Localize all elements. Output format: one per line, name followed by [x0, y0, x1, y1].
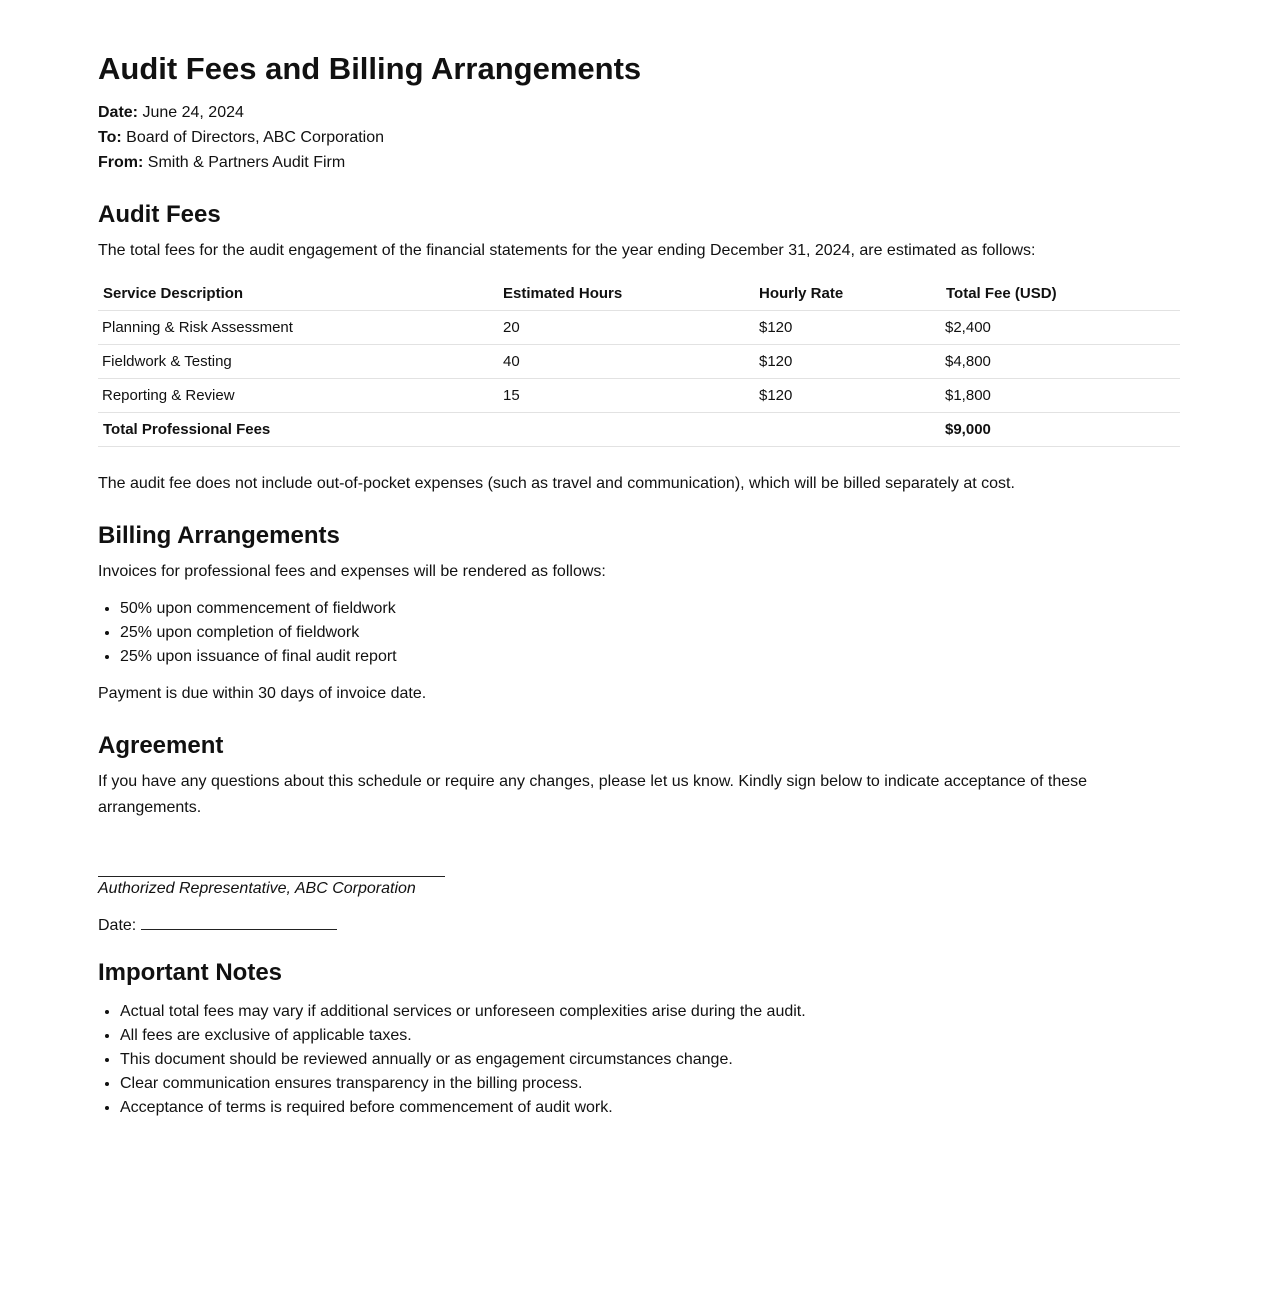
audit-fees-intro: The total fees for the audit engagement of the financial statements for the year ending December 31, 2024, are estimated as follows:: [98, 242, 1036, 259]
cell-empty: [754, 413, 941, 447]
cell-rate: $120: [754, 379, 941, 413]
table-row: [98, 311, 1180, 345]
payment-terms: Payment is due within 30 days of invoice date.: [98, 685, 427, 702]
billing-heading: Billing Arrangements: [98, 522, 340, 549]
page-title: Audit Fees and Billing Arrangements: [98, 51, 642, 86]
memo-header: [98, 100, 1180, 175]
memo-to-line: [98, 125, 1180, 150]
notes-list: [98, 1000, 1180, 1120]
total-label: Total Professional Fees: [98, 413, 498, 447]
billing-intro: Invoices for professional fees and expenses will be rendered as follows:: [98, 563, 606, 580]
cell-service: Planning & Risk Assessment: [98, 311, 498, 345]
cell-service: Fieldwork & Testing: [98, 345, 498, 379]
list-item: • 25% upon issuance of final audit report: [120, 645, 1180, 669]
signature-line: [98, 876, 445, 877]
billing-schedule-list: [98, 597, 1180, 669]
agreement-heading: Agreement: [98, 732, 224, 759]
column-header-total: Total Fee (USD): [941, 277, 1180, 311]
memo-date-line: [98, 100, 1180, 125]
total-value: $9,000: [941, 413, 1180, 447]
column-header-hours: Estimated Hours: [498, 277, 754, 311]
memo-from-label: From:: [98, 154, 144, 171]
signature-date-line: [98, 913, 1180, 939]
signature-date-blank: [141, 915, 337, 930]
column-header-service: Service Description: [98, 277, 498, 311]
memo-from-line: [98, 150, 1180, 175]
cell-empty: [498, 413, 754, 447]
table-total-row: [98, 413, 1180, 447]
cell-total: $1,800: [941, 379, 1180, 413]
fees-table-header: [98, 277, 1180, 311]
fees-table: [98, 277, 1180, 447]
list-item: • Acceptance of terms is required before commencement of audit work.: [120, 1096, 1180, 1120]
column-header-rate: Hourly Rate: [754, 277, 941, 311]
table-row: [98, 345, 1180, 379]
memo-to-label: To:: [98, 129, 122, 146]
expenses-note: The audit fee does not include out-of-pocket expenses (such as travel and communication), which will be billed separately at cost.: [98, 475, 1015, 492]
table-row: [98, 379, 1180, 413]
list-item: • 50% upon commencement of fieldwork: [120, 597, 1180, 621]
list-item: • All fees are exclusive of applicable taxes.: [120, 1024, 1180, 1048]
agreement-text: If you have any questions about this schedule or require any changes, please let us know. Kindly sign below to indicate acceptance of these arrangements.: [98, 773, 1088, 816]
cell-hours: 15: [498, 379, 754, 413]
cell-service: Reporting & Review: [98, 379, 498, 413]
cell-total: $4,800: [941, 345, 1180, 379]
cell-hours: 40: [498, 345, 754, 379]
memo-date-value: June 24, 2024: [142, 104, 244, 121]
list-item: • 25% upon completion of fieldwork: [120, 621, 1180, 645]
list-item: • Actual total fees may vary if additional services or unforeseen complexities arise during the audit.: [120, 1000, 1180, 1024]
cell-hours: 20: [498, 311, 754, 345]
signature-label: Authorized Representative, ABC Corporation: [98, 880, 416, 897]
audit-fees-heading: Audit Fees: [98, 201, 221, 228]
cell-rate: $120: [754, 345, 941, 379]
signature-date-label: Date:: [98, 917, 137, 934]
list-item: • Clear communication ensures transparency in the billing process.: [120, 1072, 1180, 1096]
memo-from-value: Smith & Partners Audit Firm: [147, 154, 346, 171]
memo-to-value: Board of Directors, ABC Corporation: [126, 129, 385, 146]
notes-heading: Important Notes: [98, 959, 283, 986]
cell-total: $2,400: [941, 311, 1180, 345]
list-item: • This document should be reviewed annually or as engagement circumstances change.: [120, 1048, 1180, 1072]
cell-rate: $120: [754, 311, 941, 345]
memo-date-label: Date:: [98, 104, 139, 121]
